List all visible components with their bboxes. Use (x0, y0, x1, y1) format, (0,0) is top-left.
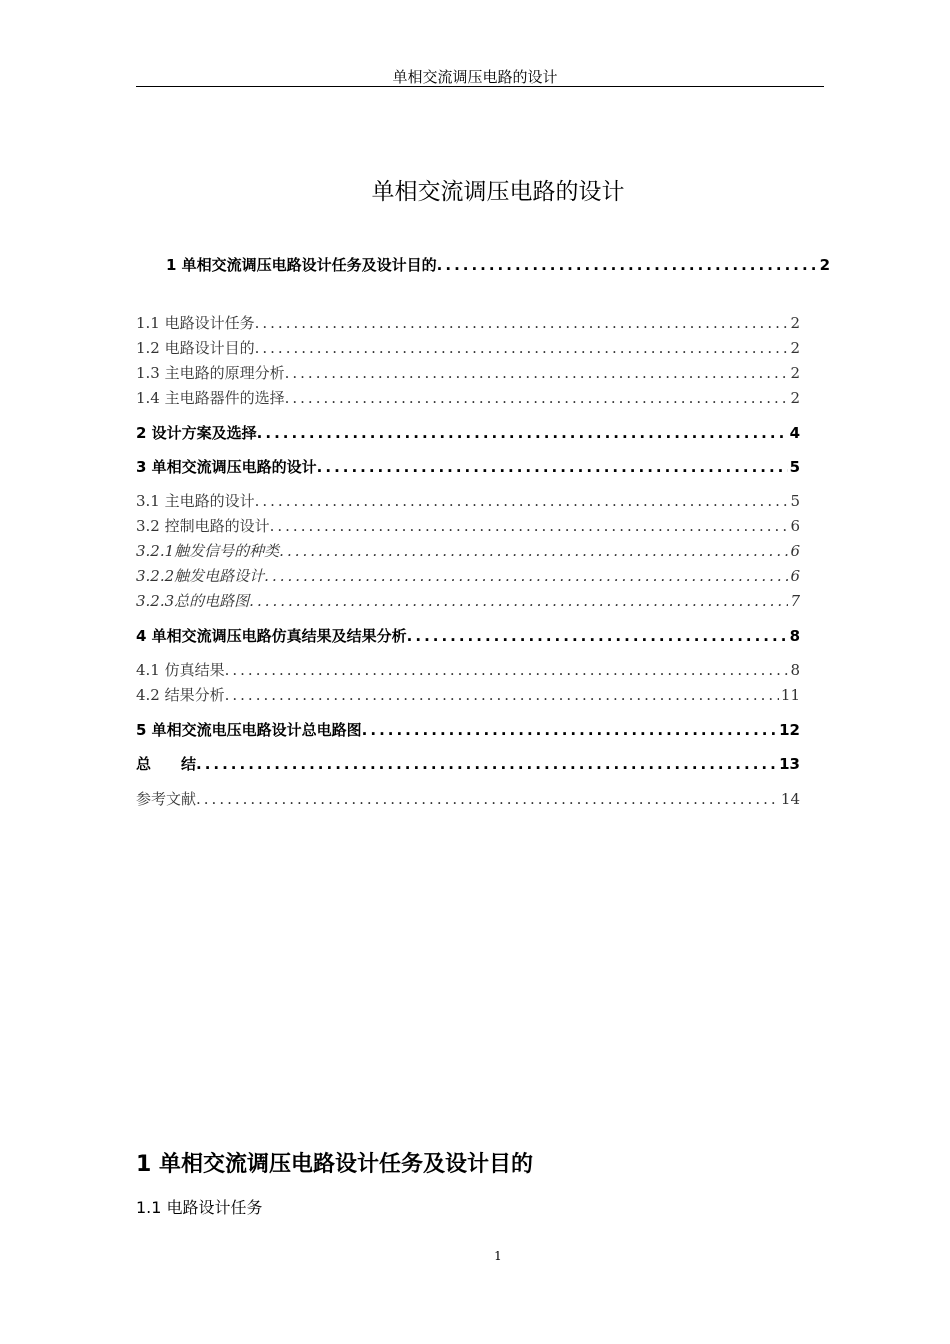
toc-entry[interactable] (136, 337, 800, 358)
toc-entry-page: 5 (789, 458, 800, 476)
toc-entry-page: 4 (789, 424, 800, 442)
toc-entry-label: 1.1 电路设计任务 (136, 314, 255, 332)
toc-entry-label: 1.4 主电路器件的选择 (136, 389, 285, 407)
toc-entry-label: 4.1 仿真结果 (136, 661, 225, 679)
toc-leader-dots (362, 721, 777, 739)
toc-entry-page: 2 (790, 314, 800, 332)
toc-entry-page: 6 (790, 517, 800, 535)
toc-entry-page: 2 (790, 364, 800, 382)
toc-leader-dots (255, 314, 789, 332)
document-title: 单相交流调压电路的设计 (371, 179, 625, 205)
toc-leader-dots (196, 790, 779, 808)
toc-entry[interactable] (136, 362, 800, 383)
toc-leader-dots (279, 542, 788, 560)
toc-entry-page: 5 (790, 492, 800, 510)
toc-leader-dots (257, 424, 788, 442)
toc-entry[interactable] (136, 515, 800, 536)
toc-entry-label: 2 设计方案及选择 (136, 424, 257, 442)
toc-leader-dots (285, 364, 789, 382)
toc-leader-dots (225, 661, 789, 679)
toc-entry-page: 14 (780, 790, 800, 808)
toc-leader-dots (264, 567, 788, 585)
toc-entry-label: 参考文献 (136, 790, 197, 808)
toc-entry-label: 4.2 结果分析 (136, 686, 225, 704)
toc-leader-dots (407, 627, 788, 645)
toc-leader-dots (255, 339, 789, 357)
page-number: 1 (494, 1249, 502, 1263)
toc-entry-page: 13 (779, 755, 800, 773)
toc-entry-label: 1.2 电路设计目的 (136, 339, 255, 357)
toc-entry-page: 12 (779, 721, 800, 739)
toc-entry-page: 11 (780, 686, 800, 704)
toc-leader-dots (249, 592, 788, 610)
toc-entry[interactable] (136, 387, 800, 408)
toc-leader-dots (255, 492, 789, 510)
toc-entry-label: 3.2.1触发信号的种类 (136, 542, 280, 560)
toc-entry[interactable] (136, 659, 800, 680)
toc-entry-label: 3.2.3总的电路图 (136, 592, 250, 610)
toc-entry[interactable] (136, 490, 800, 511)
toc-entry-label: 1.3 主电路的原理分析 (136, 364, 285, 382)
toc-leader-dots (225, 686, 779, 704)
toc-entry-label: 3.2.2触发电路设计 (136, 567, 265, 585)
toc-entry-label: 5 单相交流电压电路设计总电路图 (136, 721, 362, 739)
toc-entry-label: 1 单相交流调压电路设计任务及设计目的 (166, 256, 437, 274)
toc-entry-page: 7 (790, 592, 800, 610)
toc-entry-page: 2 (790, 389, 800, 407)
toc-entry-page: 8 (789, 627, 800, 645)
toc-entry[interactable] (136, 684, 800, 705)
toc-leader-dots (317, 458, 788, 476)
toc-entry-page: 6 (790, 567, 800, 585)
toc-entry-label: 3 单相交流调压电路的设计 (136, 458, 317, 476)
toc-entry-label: 总 结 (136, 755, 197, 773)
toc-entry[interactable] (136, 719, 800, 740)
toc-entry[interactable] (136, 590, 800, 611)
toc-entry[interactable] (136, 753, 800, 774)
toc-entry-page: 2 (819, 256, 830, 274)
toc-entry[interactable] (136, 456, 800, 477)
toc-entry[interactable] (166, 254, 830, 275)
toc-leader-dots (285, 389, 789, 407)
running-header: 单相交流调压电路的设计 (392, 68, 558, 86)
section-heading: 1 单相交流调压电路设计任务及设计目的 (136, 1152, 533, 1177)
toc-entry[interactable] (136, 422, 800, 443)
toc-entry-label: 4 单相交流调压电路仿真结果及结果分析 (136, 627, 407, 645)
toc-leader-dots (196, 755, 777, 773)
toc-entry[interactable] (136, 788, 800, 809)
toc-leader-dots (437, 256, 818, 274)
toc-leader-dots (270, 517, 789, 535)
toc-entry-page: 6 (790, 542, 800, 560)
toc-entry[interactable] (136, 312, 800, 333)
toc-entry-page: 2 (790, 339, 800, 357)
toc-entry-page: 8 (790, 661, 800, 679)
toc-entry[interactable] (136, 565, 800, 586)
toc-entry[interactable] (136, 540, 800, 561)
header-divider (136, 86, 824, 87)
toc-entry-label: 3.1 主电路的设计 (136, 492, 255, 510)
subsection-heading: 1.1 电路设计任务 (136, 1198, 263, 1217)
toc-entry[interactable] (136, 625, 800, 646)
toc-entry-label: 3.2 控制电路的设计 (136, 517, 270, 535)
